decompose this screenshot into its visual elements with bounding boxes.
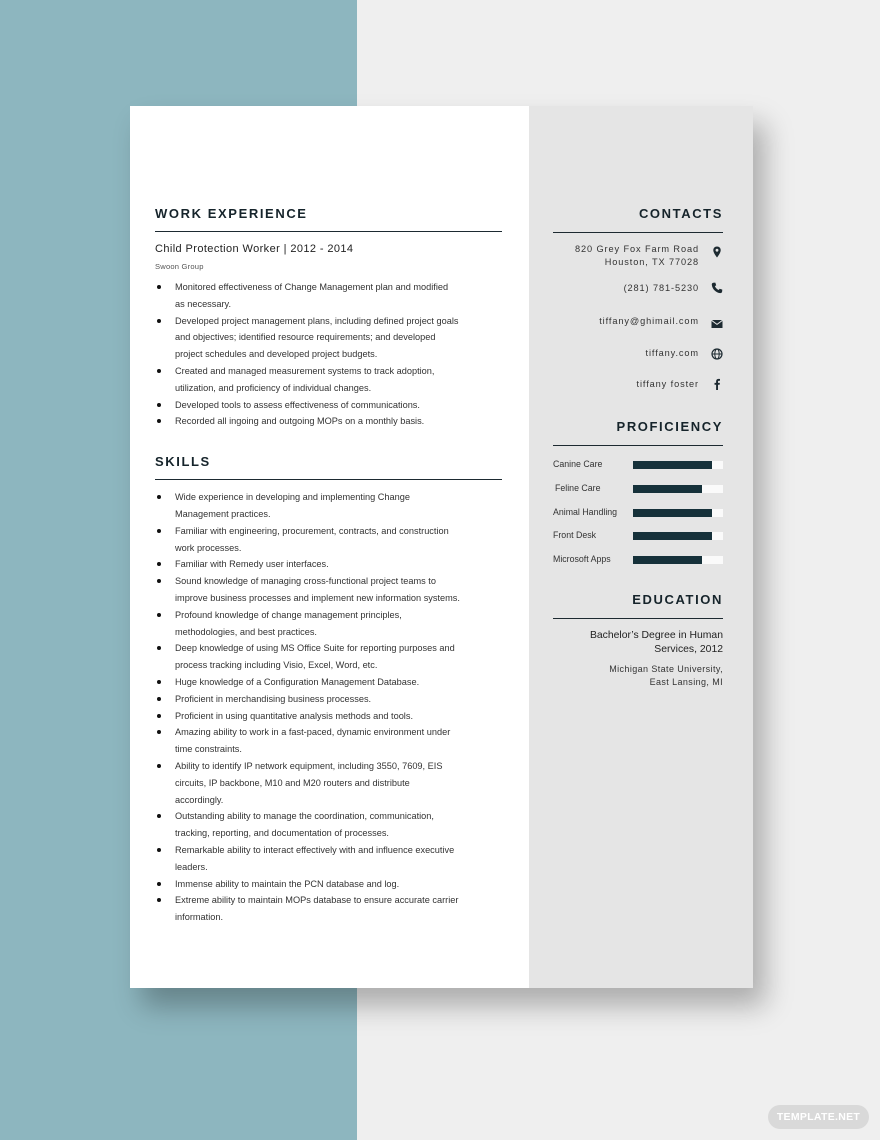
template-net-watermark[interactable]: TEMPLATE.NET [768, 1105, 869, 1129]
work-experience-heading: WORK EXPERIENCE [155, 206, 308, 221]
proficiency-bar [633, 556, 723, 564]
proficiency-row [553, 459, 723, 483]
proficiency-row [553, 483, 723, 507]
proficiency-label: Canine Care [553, 459, 603, 470]
address-line-1: 820 Grey Fox Farm Road [575, 244, 699, 254]
work-experience-section [155, 206, 502, 430]
skill-bullet: Ability to identify IP network equipment, including 3550, 7609, EIS circuits, IP backbone, M10 and M20 routers and distribute accordingly. [155, 758, 460, 808]
globe-icon [711, 347, 723, 359]
proficiency-label: Microsoft Apps [553, 553, 611, 564]
skill-bullet: Proficient in using quantitative analysis methods and tools. [155, 708, 460, 725]
location-pin-icon [711, 245, 723, 257]
contacts-heading: CONTACTS [638, 206, 723, 221]
company-name: Swoon Group [155, 262, 204, 271]
facebook-icon [711, 377, 723, 389]
contact-social [553, 375, 723, 406]
phone-text: (281) 781-5230 [623, 283, 699, 293]
contact-website [553, 344, 723, 375]
proficiency-bar-fill [633, 509, 712, 517]
skill-bullet: Familiar with engineering, procurement, contracts, and construction work processes. [155, 523, 460, 557]
education-section [553, 592, 723, 689]
proficiency-row [553, 554, 723, 578]
skill-bullet: Remarkable ability to interact effectively with and influence executive leaders. [155, 842, 460, 876]
proficiency-heading: PROFICIENCY [616, 419, 723, 435]
skill-bullet: Profound knowledge of change management principles, methodologies, and best practices. [155, 607, 460, 641]
school-line-1: Michigan State University, [609, 663, 723, 674]
job-title: Child Protection Worker | 2012 - 2014 [155, 243, 354, 255]
proficiency-bar-fill [633, 556, 702, 564]
work-bullet: Recorded all ingoing and outgoing MOPs on a monthly basis. [155, 413, 460, 430]
skill-bullet: Deep knowledge of using MS Office Suite for reporting purposes and process tracking including Visio, Excel, Word, etc. [155, 640, 460, 674]
skills-heading: SKILLS [155, 454, 211, 470]
skill-bullet: Outstanding ability to manage the coordination, communication, tracking, reporting, and documentation of processes. [155, 808, 460, 842]
skill-bullet: Sound knowledge of managing cross-functional project teams to improve business processes and implement new information systems. [155, 573, 460, 607]
proficiency-bar-fill [633, 461, 712, 469]
social-text: tiffany foster [636, 378, 699, 389]
proficiency-bar [633, 461, 723, 469]
work-bullet: Monitored effectiveness of Change Management plan and modified as necessary. [155, 279, 460, 313]
skill-bullet: Wide experience in developing and implementing Change Management practices. [155, 489, 460, 523]
work-bullet: Created and managed measurement systems to track adoption, utilization, and proficiency of individual changes. [155, 363, 460, 397]
degree-line-2: Services, 2012 [654, 643, 723, 655]
address-line-2: Houston, TX 77028 [604, 256, 699, 267]
email-text: tiffany@ghimail.com [599, 315, 699, 326]
skills-bullet-list [155, 489, 502, 926]
education-degree [553, 629, 723, 656]
degree-line-1: Bachelor’s Degree in Human [589, 630, 723, 642]
resume-sidebar [529, 106, 753, 988]
skill-bullet: Huge knowledge of a Configuration Management Database. [155, 674, 460, 691]
skill-bullet: Amazing ability to work in a fast-paced, dynamic environment under time constraints. [155, 724, 460, 758]
proficiency-bar-fill [633, 485, 702, 493]
work-bullet: Developed tools to assess effectiveness of communications. [155, 397, 460, 414]
contact-email [553, 314, 723, 345]
proficiency-bar [633, 532, 723, 540]
section-divider [155, 231, 502, 232]
proficiency-label: Front Desk [553, 530, 597, 541]
proficiency-bar [633, 485, 723, 493]
contact-phone [553, 283, 723, 314]
resume-sheet [130, 106, 753, 988]
skill-bullet: Familiar with Remedy user interfaces. [155, 556, 460, 573]
work-bullet: Developed project management plans, including defined project goals and objectives; identified resource requirements; and developed project schedules and developed project budgets. [155, 313, 460, 363]
contact-address [553, 243, 723, 283]
skill-bullet: Immense ability to maintain the PCN database and log. [155, 876, 460, 893]
proficiency-list [553, 459, 723, 577]
section-divider [553, 445, 723, 446]
website-text: tiffany.com [645, 348, 699, 359]
proficiency-label: Feline Care [555, 482, 601, 493]
resume-main-column [130, 106, 529, 988]
work-bullet-list [155, 279, 502, 430]
proficiency-bar [633, 509, 723, 517]
contacts-section [553, 206, 723, 405]
section-divider [155, 479, 502, 480]
skill-bullet: Proficient in merchandising business processes. [155, 691, 460, 708]
phone-icon [711, 281, 723, 293]
school-line-2: East Lansing, MI [649, 677, 723, 688]
education-heading: EDUCATION [632, 592, 723, 608]
envelope-icon [711, 317, 723, 329]
skills-section [155, 454, 502, 926]
proficiency-section [553, 419, 723, 577]
skill-bullet: Extreme ability to maintain MOPs database to ensure accurate carrier information. [155, 892, 460, 926]
education-school [553, 663, 723, 690]
section-divider [553, 618, 723, 619]
proficiency-row [553, 530, 723, 554]
proficiency-label: Animal Handling [553, 506, 618, 517]
proficiency-row [553, 507, 723, 531]
proficiency-bar-fill [633, 532, 712, 540]
section-divider [553, 232, 723, 233]
